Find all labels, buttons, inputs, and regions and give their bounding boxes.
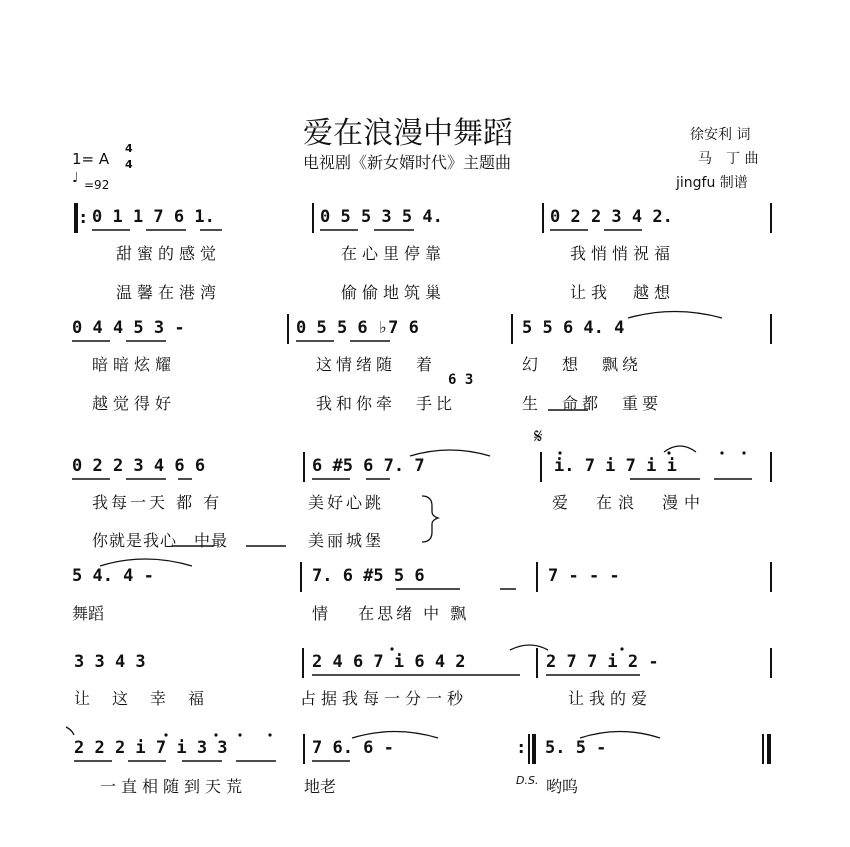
repeat-dots: : [518,738,525,757]
measure-notes: 5 5 6 4. 4 [522,318,625,338]
dal-segno-marking: D.S. [516,774,539,787]
lyric-line: 这情绪随 着 [316,355,437,374]
lyric-line: 越觉得好 [92,394,177,413]
lyricist-credit: 徐安利 词 [690,127,751,143]
measure-notes: 2 4 6 7 i 6 4 2 [312,652,466,672]
measure-notes: 5 4. 4 - [72,566,154,586]
lyric-line: 我每一天 都 有 [92,493,223,512]
key-signature: 1= A [72,150,110,168]
beam-underlines [72,230,752,761]
transcriber-credit: jingfu 制谱 [676,175,748,191]
lyric-line: 舞蹈 [72,604,105,623]
lyric-line: 美丽城堡 [308,531,385,550]
lyric-line: 让我的爱 [568,689,653,708]
tempo-marking: =92 [84,178,110,192]
time-signature-bottom: 4 [125,158,133,171]
lyric-line: 一直相随到天荒 [100,777,248,796]
repeat-dots: : [80,208,87,227]
measure-notes: 7. 6 #5 5 6 [312,566,425,586]
lyric-line: 占据我每一分一秒 [300,689,469,708]
lyric-brace [422,496,438,542]
measure-notes: 0 5 5 6 ♭7 6 [296,318,419,338]
lyric-line: 偷偷地筑巢 [341,283,447,302]
tie-arcs [66,312,722,739]
measure-notes: i. 7 i 7 i i [554,456,677,476]
song-subtitle: 电视剧《新女婿时代》主题曲 [303,153,512,172]
measure-notes: 7 6. 6 - [312,738,394,758]
lyric-line: 我悄悄祝福 [570,244,676,263]
lyric-line: 哟呜 [546,777,579,796]
lyric-line: 幻 想 飘绕 [522,355,643,374]
measure-notes: 2 2 2 i 7 i 3 3 [74,738,228,758]
lyric-line: 暗暗炫耀 [92,355,177,374]
lyric-line: 让 这 幸 福 [74,689,208,708]
measure-notes: 0 1 1 7 6 1. [92,207,215,227]
alternate-notes: 6 3 [448,372,474,388]
lyric-line: 我和你牵 手比 [316,394,457,413]
song-title: 爱在浪漫中舞蹈 [303,116,513,151]
measure-notes: 0 5 5 3 5 4. [320,207,443,227]
measure-notes: 2 7 7 i 2 - [546,652,659,672]
measure-notes: 0 4 4 5 3 - [72,318,185,338]
lyric-line: 温馨在港湾 [116,283,222,302]
lyric-line: 地老 [304,777,337,796]
composer-credit: 马 丁 曲 [698,151,759,167]
lyric-line: 生 命都 重要 [522,394,663,413]
lyric-line: 美好心跳 [308,493,385,512]
lyric-line: 爱 在浪 漫中 [552,493,707,512]
lyric-line: 情 在思绪 中 飘 [312,604,470,623]
lyric-line: 让我 越想 [570,283,676,302]
measure-notes: 7 - - - [548,566,620,586]
quarter-note-icon: ♩ [72,170,79,186]
lyric-line: 在心里停靠 [341,244,447,263]
measure-notes: 6 #5 6 7. 7 [312,456,425,476]
lyric-line: 甜蜜的感觉 [116,244,222,263]
segno-icon: 𝄋 [534,424,543,448]
octave-dots [164,451,745,736]
measure-notes: 0 2 2 3 4 2. [550,207,673,227]
measure-notes: 5. 5 - [545,738,607,758]
lyric-line: 你就是我心 中最 [92,531,229,550]
measure-notes: 0 2 2 3 4 6 6 [72,456,206,476]
time-signature-top: 4 [125,142,133,155]
measure-notes: 3 3 4 3 [74,652,146,672]
